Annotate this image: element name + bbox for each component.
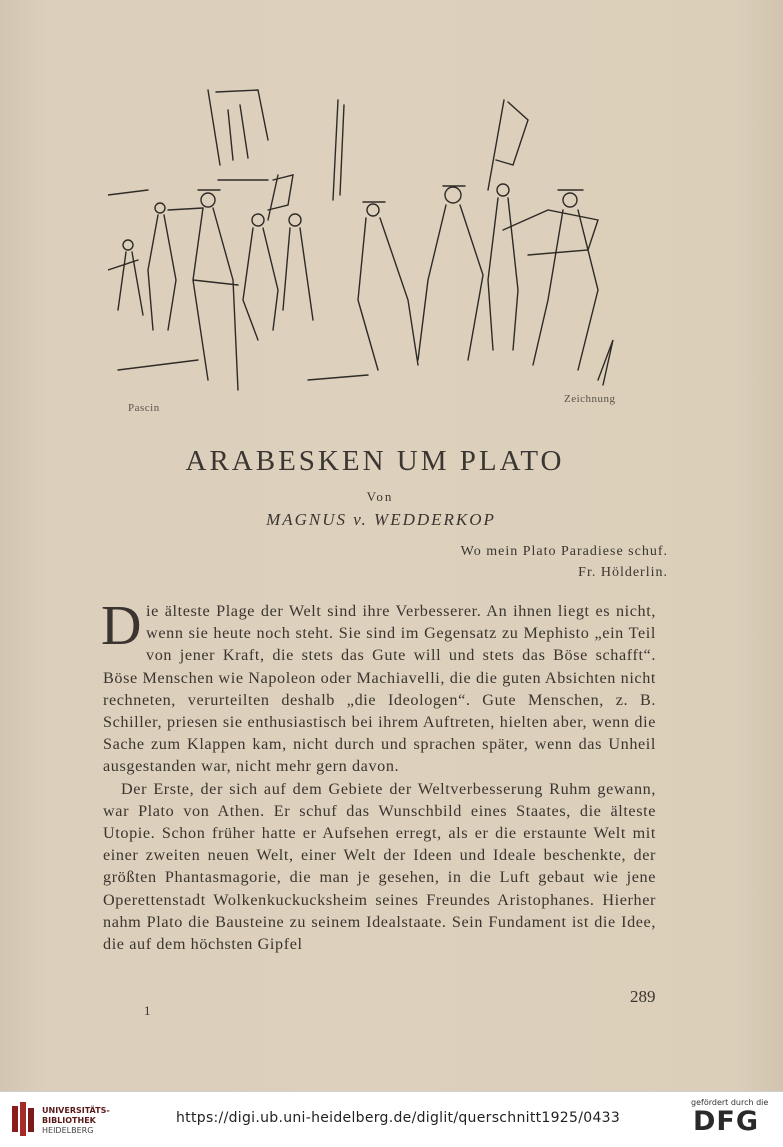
paragraph <box>103 778 656 956</box>
institution-name[interactable]: UNIVERSITÄTS- BIBLIOTHEK HEIDELBERG <box>42 1106 110 1135</box>
article-title: ARABESKEN UM PLATO <box>185 445 565 477</box>
illustration-type-caption: Zeichnung <box>564 393 616 405</box>
byline-von: Von <box>366 489 394 504</box>
page-number: 289 <box>630 987 656 1006</box>
paragraph <box>101 595 656 778</box>
funding-label: gefördert durch die <box>691 1098 769 1107</box>
drop-cap: D <box>101 595 143 657</box>
permalink-url[interactable]: https://digi.ub.uni-heidelberg.de/diglit/querschnitt1925/0433 <box>176 1110 621 1126</box>
article-author: MAGNUS v. WEDDERKOP <box>266 510 496 529</box>
signature-mark: 1 <box>144 1003 151 1018</box>
viewer-footer <box>0 1091 783 1147</box>
epigraph-quote: Wo mein Plato Paradiese schuf. <box>460 544 668 559</box>
illustration-artist-caption: Pascin <box>128 402 160 414</box>
epigraph-source: Fr. Hölderlin. <box>578 565 668 580</box>
crowd-sketch-illustration <box>108 80 628 400</box>
epigraph <box>461 541 668 583</box>
paragraph-text: Der Erste, der sich auf dem Gebiete der Weltverbesserung Ruhm gewann, war Plato von Athen. Er schuf das Wunschbild eines Staates, die älteste Utopie. Schon früher hatte er Aufsehen erregt, als er die erstaunte Welt mit einer zweiten neuen Welt, einer Welt der Ideen und Ideale beschenkte, der größten Phantasmagorie, die man je gesehen, in die Luft gebaut wie jene Operettenstadt Wolkenkuckucksheim seines Freundes Aristophanes. Hierher nahm Plato die Bausteine zu seinem Idealstaate. Sein Fundament ist die Idee, die auf dem höchsten Gipfel <box>103 779 656 954</box>
university-library-logo-icon[interactable] <box>10 1100 36 1138</box>
article-body <box>101 595 656 955</box>
paragraph-text: ie älteste Plage der Welt sind ihre Verbesserer. An ihnen liegt es nicht, wenn sie heute noch steht. Sie sind im Gegensatz zu Mephisto „ein Teil von jener Kraft, die stets das Gute will und stets das Böse schafft“. Böse Menschen wie Napoleon oder Machiavelli, die die guten Absichten nicht rechneten, verurteilten deshalb „die Ideologen“. Gute Menschen, z. B. Schiller, priesen sie enthusiastisch bei ihrem Auftreten, hielten aber, wenn die Sache zum Klappen kam, nicht durch und sprachen später, wenn das Unheil ausgestanden war, nicht mehr gern davon. <box>103 602 656 776</box>
dfg-logo[interactable]: DFG <box>693 1106 760 1137</box>
